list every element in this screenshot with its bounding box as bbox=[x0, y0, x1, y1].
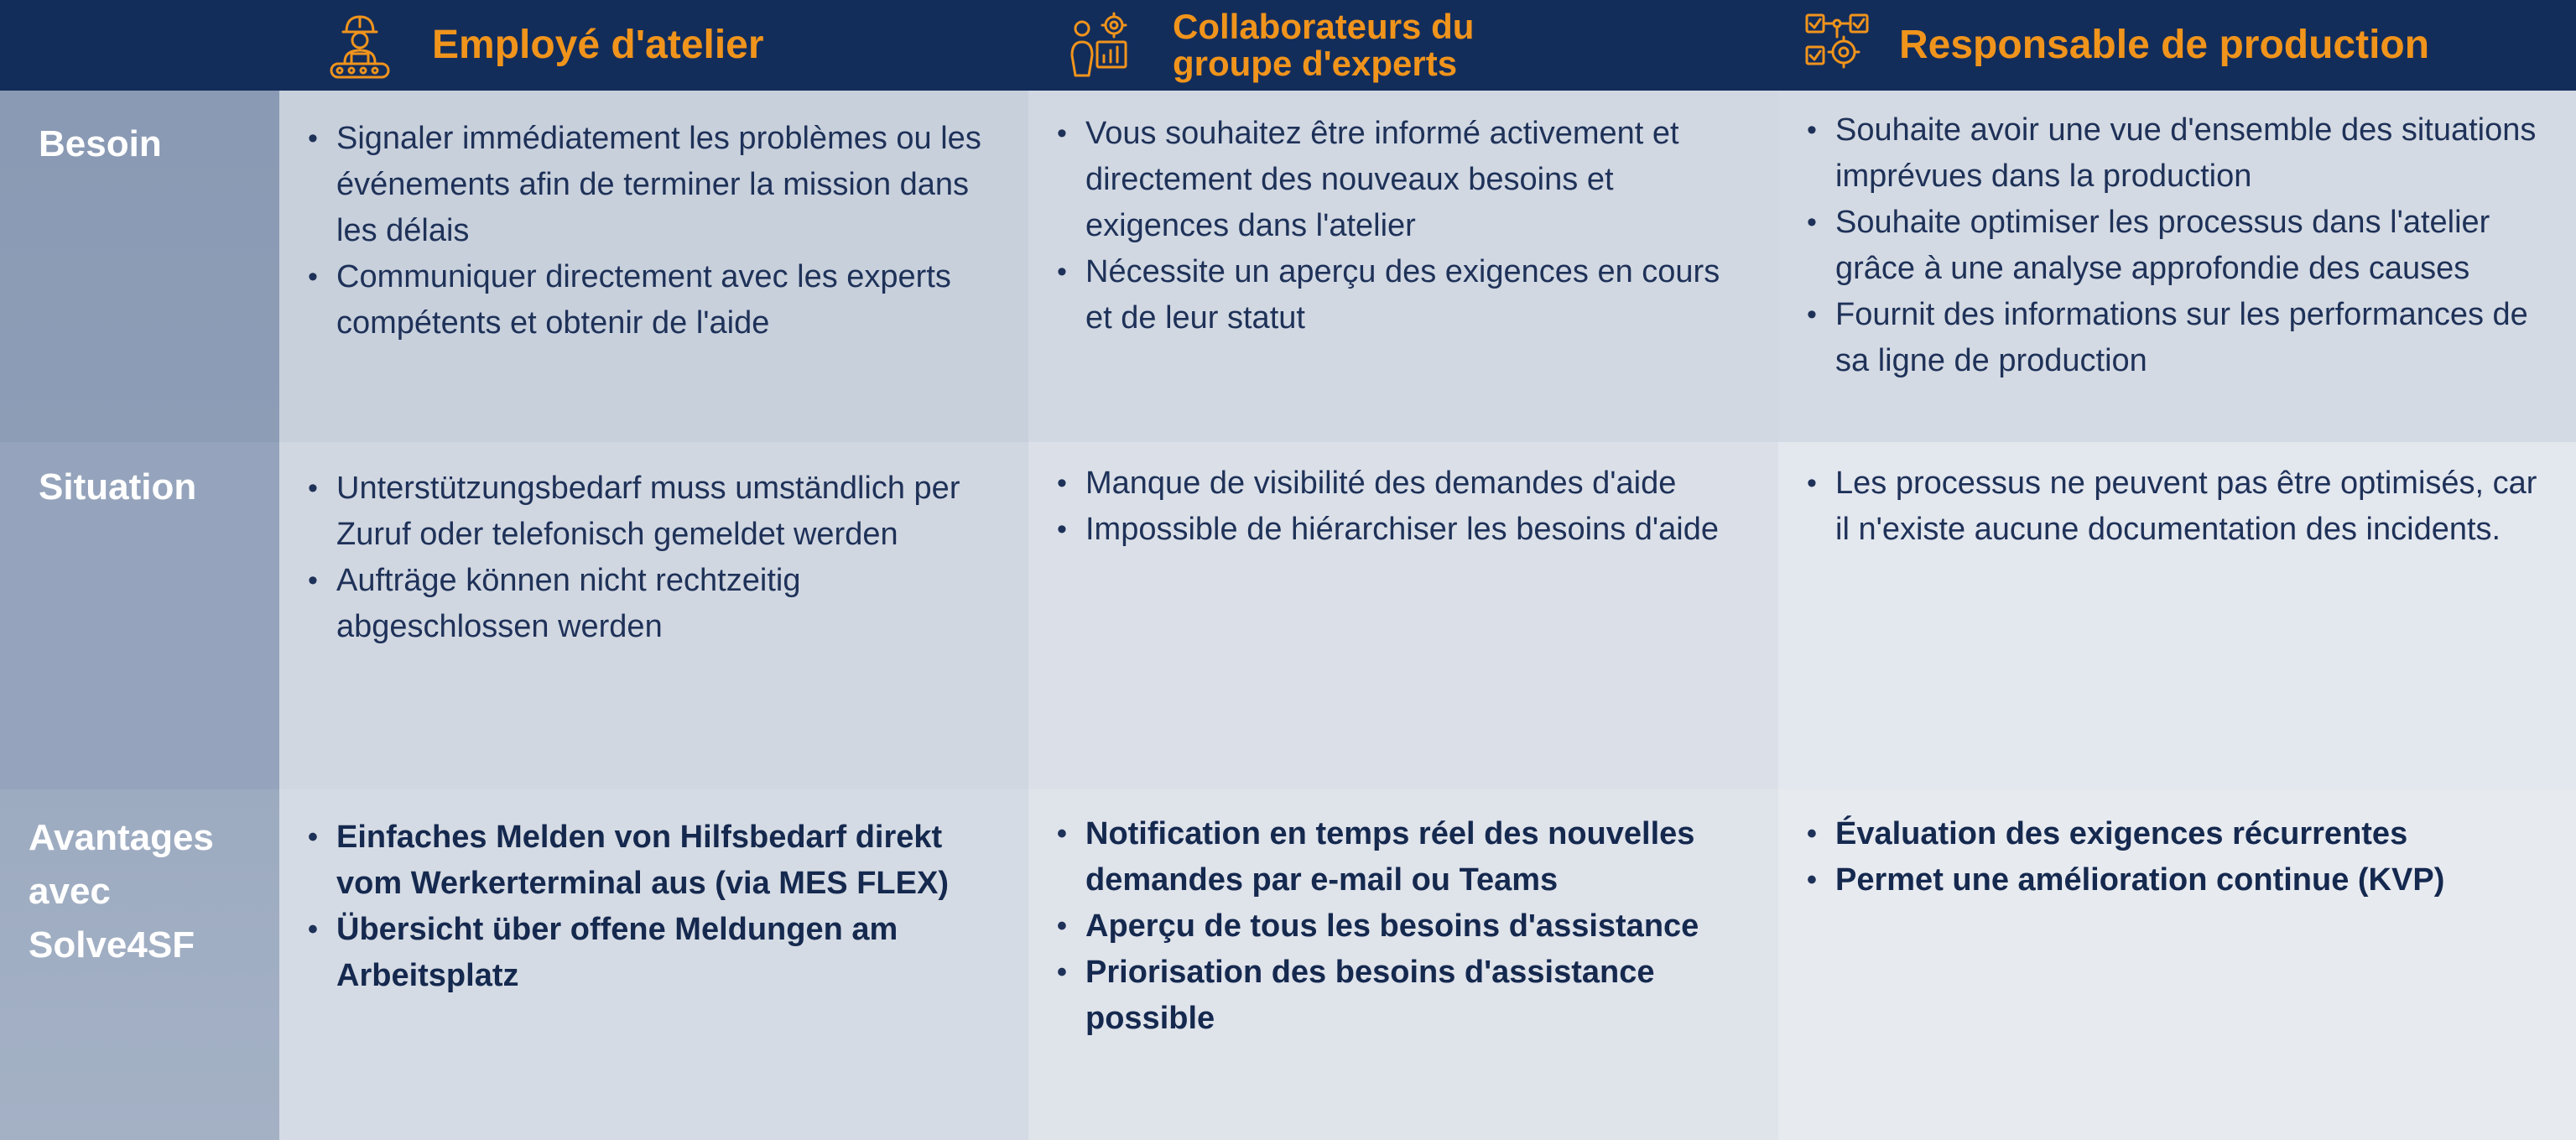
list-item: • Signaler immédiatement les problèmes ou les événements afin de terminer la mission dans les délais bbox=[308, 116, 995, 254]
row-label-avantages-line1: Avantages bbox=[29, 817, 214, 858]
list-item: • Souhaite optimiser les processus dans l'atelier grâce à une analyse approfondie des causes bbox=[1807, 200, 2542, 292]
list-situation-employee bbox=[308, 466, 995, 650]
list-besoin-experts bbox=[1057, 111, 1745, 341]
row-label-avantages-line2: avec bbox=[29, 871, 111, 912]
cell-avantages-manager bbox=[1778, 789, 2576, 1140]
cell-situation-employee bbox=[279, 442, 1028, 789]
row-label-situation bbox=[0, 442, 279, 789]
factory-worker-icon bbox=[323, 8, 397, 82]
row-label-besoin-text: Besoin bbox=[39, 123, 162, 164]
list-item: • Übersicht über offene Meldungen am Arbeitsplatz bbox=[308, 907, 995, 999]
list-item: • Nécessite un aperçu des exigences en cours et de leur statut bbox=[1057, 249, 1745, 341]
list-item: • Unterstützungsbedarf muss umständlich per Zuruf oder telefonisch gemeldet werden bbox=[308, 466, 995, 558]
cell-situation-experts bbox=[1028, 442, 1778, 789]
header-employee-title: Employé d'atelier bbox=[432, 23, 764, 67]
row-label-avantages bbox=[0, 789, 279, 1140]
list-item: • Communiquer directement avec les experts compétents et obtenir de l'aide bbox=[308, 254, 995, 346]
header-experts-title-line1: Collaborateurs du bbox=[1173, 6, 1475, 46]
list-besoin-manager bbox=[1807, 107, 2542, 384]
header-experts-title-line2: groupe d'experts bbox=[1173, 44, 1458, 83]
row-label-avantages-line3: Solve4SF bbox=[29, 924, 195, 966]
header-employee bbox=[279, 0, 1028, 91]
cell-besoin-manager bbox=[1778, 91, 2576, 442]
header-manager-title: Responsable de production bbox=[1899, 23, 2430, 67]
cell-besoin-employee bbox=[279, 91, 1028, 442]
list-item: • Einfaches Melden von Hilfsbedarf direkt vom Werkerterminal aus (via MES FLEX) bbox=[308, 815, 995, 907]
list-item: • Manque de visibilité des demandes d'aide bbox=[1057, 461, 1745, 507]
list-item: • Les processus ne peuvent pas être optimisés, car il n'existe aucune documentation des incidents. bbox=[1807, 461, 2542, 553]
list-item: • Aperçu de tous les besoins d'assistance bbox=[1057, 903, 1745, 950]
cell-situation-manager bbox=[1778, 442, 2576, 789]
header-manager bbox=[1778, 0, 2576, 91]
list-avantages-employee bbox=[308, 815, 995, 999]
list-item: • Notification en temps réel des nouvelles demandes par e-mail ou Teams bbox=[1057, 811, 1745, 903]
list-situation-experts bbox=[1057, 461, 1745, 553]
list-item: • Vous souhaitez être informé activement et directement des nouveaux besoins et exigences dans l'atelier bbox=[1057, 111, 1745, 249]
cell-besoin-experts bbox=[1028, 91, 1778, 442]
list-item: • Permet une amélioration continue (KVP) bbox=[1807, 857, 2542, 903]
list-item: • Fournit des informations sur les performances de sa ligne de production bbox=[1807, 292, 2542, 384]
list-item: • Impossible de hiérarchiser les besoins d'aide bbox=[1057, 507, 1745, 553]
list-besoin-employee bbox=[308, 116, 995, 346]
list-situation-manager bbox=[1807, 461, 2542, 553]
header-experts-title bbox=[1173, 8, 1474, 82]
header-corner bbox=[0, 0, 279, 91]
cell-avantages-employee bbox=[279, 789, 1028, 1140]
list-avantages-experts bbox=[1057, 811, 1745, 1042]
list-item: • Priorisation des besoins d'assistance possible bbox=[1057, 950, 1745, 1042]
production-process-icon bbox=[1800, 8, 1874, 82]
list-avantages-manager bbox=[1807, 811, 2542, 903]
list-item: • Souhaite avoir une vue d'ensemble des situations imprévues dans la production bbox=[1807, 107, 2542, 200]
header-experts bbox=[1028, 0, 1778, 91]
cell-avantages-experts bbox=[1028, 789, 1778, 1140]
expert-group-icon bbox=[1064, 8, 1137, 82]
list-item: • Aufträge können nicht rechtzeitig abgeschlossen werden bbox=[308, 558, 995, 650]
row-label-situation-text: Situation bbox=[39, 466, 197, 508]
list-item: • Évaluation des exigences récurrentes bbox=[1807, 811, 2542, 857]
row-label-besoin bbox=[0, 91, 279, 442]
